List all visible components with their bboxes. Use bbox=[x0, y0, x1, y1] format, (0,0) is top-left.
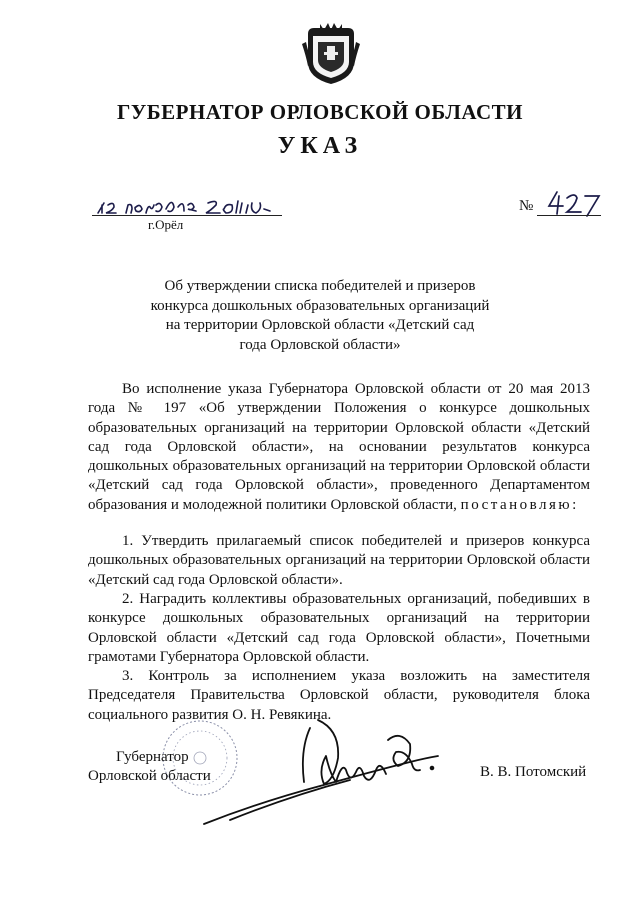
number-underline bbox=[537, 215, 601, 216]
signatory-name: В. В. Потомский bbox=[480, 764, 587, 780]
decree-title-line: конкурса дошкольных образовательных организаций bbox=[150, 297, 490, 314]
handwritten-signature-icon bbox=[200, 700, 450, 830]
organization-title: ГУБЕРНАТОР ОРЛОВСКОЙ ОБЛАСТИ bbox=[116, 100, 524, 124]
decree-title-line: года Орловской области» bbox=[239, 336, 401, 353]
document-type: УКАЗ bbox=[277, 133, 363, 159]
number-label: № bbox=[519, 198, 534, 214]
date-underline bbox=[92, 215, 282, 216]
preamble-paragraph bbox=[88, 380, 590, 515]
signatory-title bbox=[88, 748, 211, 787]
city-label: г.Орёл bbox=[148, 217, 184, 232]
signatory-title-line: Губернатор bbox=[116, 749, 189, 765]
decree-word: постановляю: bbox=[460, 496, 579, 513]
item-paragraph: 1. Утвердить прилагаемый список победителей и призеров конкурса дошкольных образовательных организаций на территории Орловской области «Детский сад года Орловской области». bbox=[88, 533, 590, 588]
signatory-title-line: Орловской области bbox=[88, 768, 211, 785]
handwritten-date bbox=[92, 189, 282, 221]
handwritten-number bbox=[545, 188, 601, 218]
preamble-text: Во исполнение указа Губернатора Орловской области от 20 мая 2013 года № 197 «Об утверждении Положения о конкурсе дошкольных образовательных организаций на территории Орловской области «Детский сад года Орловской области», на основании результатов конкурса дошкольных образовательных организаций на территории Орловской области «Детский сад года Орловской области», проведенного Департаментом образования и молодежной политики Орловской области, bbox=[88, 381, 590, 513]
decree-title-line: Об утверждении списка победителей и призеров bbox=[164, 278, 476, 294]
item-paragraph: 2. Наградить коллективы образовательных организаций, победивших в конкурсе дошкольных образовательных организаций на территории Орловской области «Детский сад года Орловской области», Почетными грамотами Губернатора Орловской области. bbox=[88, 590, 590, 665]
item-paragraph: 3. Контроль за исполнением указа возложить на заместителя Председателя Правительства Орловской области, руководителя блока социального развития О. Н. Ревякина. bbox=[88, 668, 590, 723]
coat-of-arms-icon bbox=[300, 22, 362, 86]
decree-body bbox=[88, 380, 590, 725]
decree-title bbox=[150, 277, 490, 355]
decree-title-line: на территории Орловской области «Детский сад bbox=[165, 317, 475, 333]
